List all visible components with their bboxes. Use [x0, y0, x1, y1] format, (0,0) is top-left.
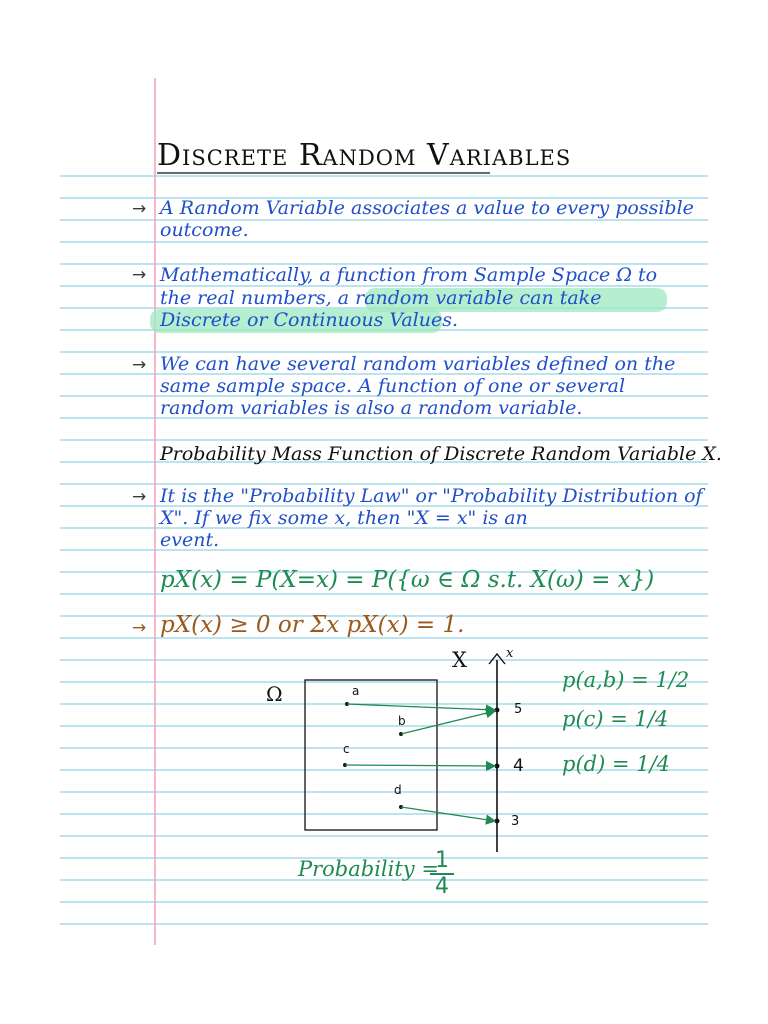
bullet1-line1: A Random Variable associates a value to every possible — [160, 197, 694, 219]
bullet3-line3: random variables is also a random variable. — [160, 397, 583, 419]
omega-label: Ω — [266, 682, 283, 706]
probability-numerator: 1 — [435, 848, 449, 873]
bullet-arrow: → — [132, 199, 147, 219]
prob-c: p(c) = 1/4 — [562, 707, 669, 731]
point-label-a: a — [352, 684, 360, 698]
bullet4-line3: event. — [160, 529, 220, 551]
point-label-d: d — [394, 783, 402, 797]
tick-4 — [495, 764, 500, 769]
bullet-arrow: → — [132, 355, 147, 375]
pmf-heading: Probability Mass Function of Discrete Random Variable X. — [160, 443, 722, 465]
bullet2-line3: Discrete or Continuous Values. — [160, 309, 459, 331]
bullet3-line1: We can have several random variables defined on the — [160, 353, 676, 375]
bullet-arrow: → — [132, 487, 147, 507]
point-label-b: b — [398, 714, 406, 728]
arrow-b-to-5 — [401, 711, 495, 734]
value-label-4: 4 — [513, 756, 524, 776]
sample-space-box — [305, 680, 437, 830]
bullet-arrow: → — [132, 618, 147, 638]
prob-ab: p(a,b) = 1/2 — [562, 668, 690, 692]
value-label-5: 5 — [514, 702, 523, 717]
bullet3-line2: same sample space. A function of one or several — [160, 375, 626, 397]
arrow-d-to-3 — [401, 807, 495, 821]
pmf-formula: pX(x) = P(X=x) = P({ω ∈ Ω s.t. X(ω) = x}) — [160, 567, 655, 593]
axis-label-X: X — [452, 648, 467, 672]
probability-denominator: 4 — [435, 874, 449, 899]
bullet1-line2: outcome. — [160, 219, 249, 241]
probability-label: Probability = — [298, 857, 439, 881]
point-label-c: c — [343, 742, 350, 756]
axis-label-x: x — [506, 646, 514, 661]
bullet2-line2: the real numbers, a random variable can take — [160, 287, 602, 309]
tick-5 — [495, 708, 500, 713]
arrow-a-to-5 — [347, 704, 495, 710]
pmf-condition: pX(x) ≥ 0 or Σx pX(x) = 1. — [160, 612, 465, 638]
probability-fraction — [430, 850, 454, 898]
bullet4-line1: It is the "Probability Law" or "Probability Distribution of — [160, 485, 703, 507]
bullet4-line2: X". If we fix some x, then "X = x" is an — [160, 507, 528, 529]
prob-d: p(d) = 1/4 — [562, 752, 671, 776]
bullet2-line1: Mathematically, a function from Sample Space Ω to — [160, 264, 658, 286]
value-label-3: 3 — [511, 814, 520, 829]
tick-3 — [495, 819, 500, 824]
arrow-c-to-4 — [345, 765, 495, 766]
bullet-arrow: → — [132, 265, 147, 285]
page-title: Discrete Random Variables — [157, 138, 572, 173]
